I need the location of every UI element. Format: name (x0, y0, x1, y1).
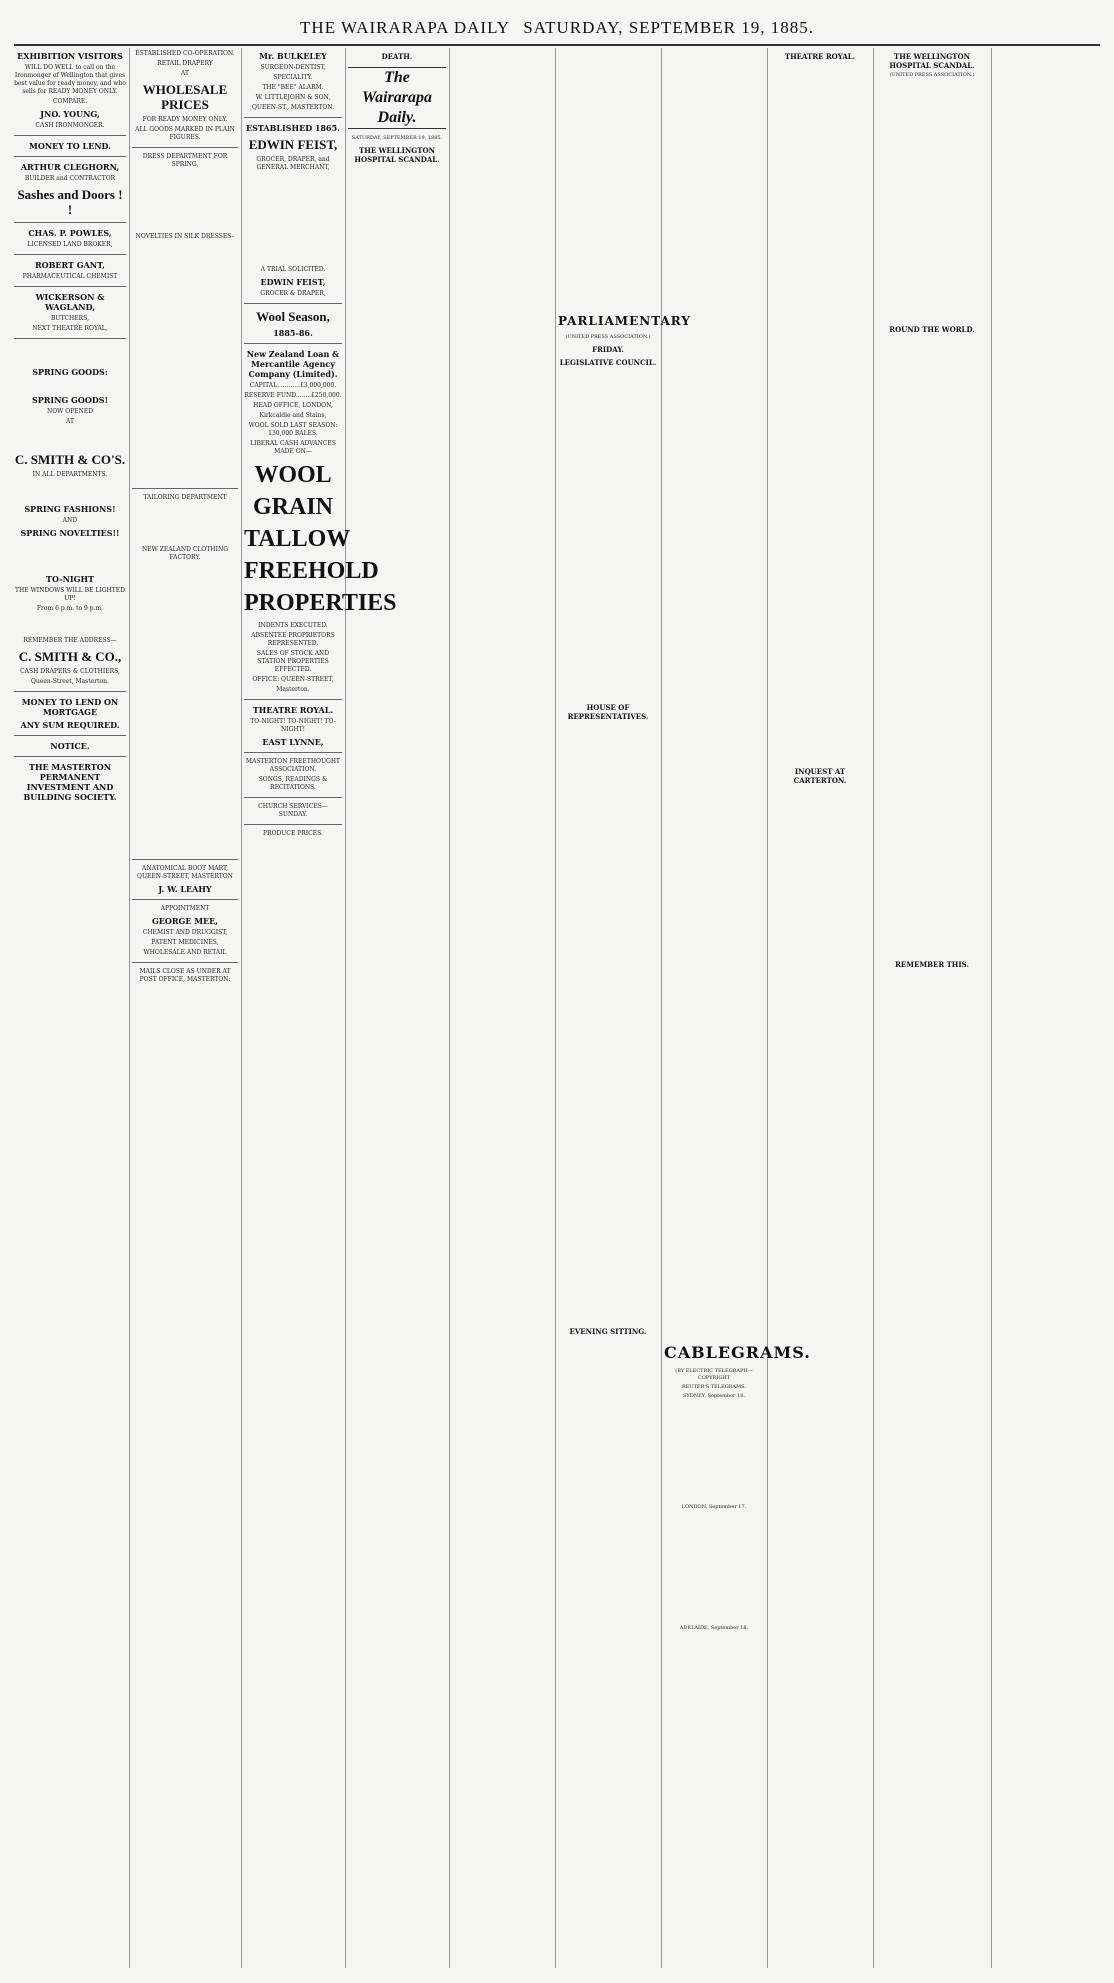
spacer (14, 481, 126, 501)
ad-heading: C. SMITH & CO'S. (14, 452, 126, 467)
spacer (14, 344, 126, 364)
ad-text: BUTCHERS, (51, 315, 89, 322)
spacer (244, 174, 342, 264)
section-heading: EVENING SITTING. (569, 1327, 647, 1336)
divider (244, 343, 342, 344)
spacer (994, 48, 1102, 68)
divider (14, 156, 126, 157)
ad-text: APPOINTMENT (160, 905, 210, 912)
ad-heading: WOOL (254, 462, 332, 488)
ad-text: FOR READY MONEY ONLY. (142, 116, 228, 123)
ad-text: BUILDER and CONTRACTOR (24, 175, 116, 182)
ad-heading: Sashes and Doors ! ! (17, 187, 123, 217)
section-subheading: (UNITED PRESS ASSOCIATION.) (565, 334, 651, 340)
ad-text: THE WINDOWS WILL BE LIGHTED UP! (15, 587, 125, 602)
spacer (132, 564, 238, 854)
ad-heading: ROBERT GANT, (35, 260, 105, 270)
ad-text: OFFICE: QUEEN-STREET, (252, 676, 334, 683)
ad-text: GROCER & DRAPER, (260, 290, 326, 297)
ad-text: PATENT MEDICINES, (151, 939, 219, 946)
ad-text: CHEMIST AND DRUGGIST, (142, 929, 228, 936)
ad-text: CASH DRAPERS & CLOTHIERS, (20, 668, 120, 675)
ad-text: PHARMACEUTICAL CHEMIST (22, 273, 118, 280)
divider (14, 756, 126, 757)
ad-heading: SPRING FASHIONS! (24, 504, 116, 514)
section-subheading: (BY ELECTRIC TELEGRAPH—COPYRIGHT (675, 1368, 753, 1381)
ad-text: MAILS CLOSE AS UNDER AT POST OFFICE, MASTERTON: (139, 968, 231, 983)
ad-text: DRESS DEPARTMENT FOR SPRING, (142, 153, 228, 168)
ad-text: ESTABLISHED CO-OPERATION. (135, 50, 235, 57)
ad-heading: EXHIBITION VISITORS (17, 51, 123, 61)
column-6 (558, 48, 691, 1968)
ad-text: SONGS, READINGS & RECITATIONS. (258, 776, 328, 791)
ad-heading: MONEY TO LEND. (29, 141, 111, 151)
ad-heading: THE MASTERTON PERMANENT INVESTMENT AND BUILDING SOCIETY. (23, 762, 117, 802)
ad-text: AT (180, 70, 189, 77)
ad-heading: WICKERSON & WAGLAND, (35, 292, 105, 312)
ad-heading: EAST LYNNE, (262, 737, 324, 747)
masthead (0, 18, 1114, 44)
divider (244, 699, 342, 700)
ad-heading: FREEHOLD (244, 558, 379, 584)
ad-text: ALL GOODS MARKED IN PLAIN FIGURES. (135, 126, 235, 141)
ad-text: QUEEN-ST., MASTERTON. (251, 104, 335, 111)
ad-text: IN ALL DEPARTMENTS. (32, 471, 108, 478)
ad-text: TO-NIGHT! TO-NIGHT! TO-NIGHT! (250, 718, 336, 733)
section-heading: LEGISLATIVE COUNCIL. (559, 358, 657, 367)
spacer (876, 336, 988, 956)
ad-text: SALES OF STOCK AND STATION PROPERTIES EFFECTED. (256, 650, 330, 673)
divider (132, 899, 238, 900)
ad-text: THE "BEE" ALARM. (262, 84, 324, 91)
ad-text: Masterton. (276, 686, 310, 693)
ad-heading: MONEY TO LEND ON MORTGAGE (21, 697, 119, 717)
column-10 (994, 48, 1102, 1968)
ad-text: NOW OPENED (46, 408, 94, 415)
divider (132, 962, 238, 963)
spacer (132, 243, 238, 483)
ad-heading: New Zealand Loan & Mercantile Agency Company (Limited). (246, 349, 340, 379)
dateline: SYDNEY, September 18. (683, 1393, 745, 1399)
spacer (132, 504, 238, 544)
ad-text: CAPITAL............£3,000,000. (249, 382, 337, 389)
divider (14, 254, 126, 255)
ad-text: From 6 p.m. to 9 p.m. (36, 605, 104, 612)
section-heading: PARLIAMENTARY (558, 314, 691, 328)
column-2 (132, 48, 238, 1968)
ad-text: HEAD OFFICE, LONDON, (253, 402, 333, 409)
section-heading: THEATRE ROYAL. (784, 52, 856, 61)
ad-text: WHOLESALE AND RETAIL (143, 949, 227, 956)
ad-text: NEW ZEALAND CLOTHING FACTORY. (141, 546, 228, 561)
column-rule (241, 48, 242, 1968)
divider (244, 797, 342, 798)
masthead-rule (14, 44, 1100, 46)
ad-heading: Wool Season, (256, 309, 330, 324)
ad-text: AND (62, 517, 78, 524)
ad-text: ANATOMICAL BOOT MART, QUEEN-STREET, MASTERTON (137, 865, 233, 880)
ad-text: Kirkcaldie and Stains, (259, 412, 327, 419)
column-rule (991, 48, 992, 1968)
ad-text: REMEMBER THE ADDRESS— (23, 637, 117, 644)
column-9 (876, 48, 988, 1968)
spacer (558, 369, 658, 699)
spacer (14, 428, 126, 448)
ad-text: A TRIAL SOLICITED. (260, 266, 326, 273)
ad-text: ABSENTEE PROPRIETORS REPRESENTED. (251, 632, 335, 647)
column-rule (345, 48, 346, 1968)
ad-heading: WHOLESALE PRICES (142, 82, 228, 112)
divider (14, 691, 126, 692)
ad-text: W. LITTLEJOHN & SON, (255, 94, 331, 101)
ad-text: LIBERAL CASH ADVANCES MADE ON— (250, 440, 336, 455)
column-8 (770, 48, 870, 1968)
column-rule (129, 48, 130, 1968)
ad-heading: J. W. LEAHY (158, 884, 212, 894)
ad-text: SURGEON-DENTIST, (260, 64, 326, 71)
column-rule (555, 48, 556, 1968)
ad-text: TAILORING DEPARTMENT (143, 494, 227, 501)
nameplate: The Wairarapa Daily. (348, 67, 446, 129)
divider (132, 859, 238, 860)
dateline: ADELAIDE, September 18. (679, 1625, 749, 1631)
ad-heading: JNO. YOUNG, (40, 109, 100, 119)
ad-heading: Mr. BULKELEY (259, 51, 327, 61)
ad-text: AT (65, 418, 74, 425)
spacer (14, 541, 126, 571)
ad-heading: SPRING GOODS! (31, 395, 109, 405)
article-heading: THE WELLINGTON HOSPITAL SCANDAL. (354, 146, 440, 164)
divider (244, 824, 342, 825)
column-rule (661, 48, 662, 1968)
divider (14, 735, 126, 736)
ad-heading: EDWIN FEIST, (260, 277, 326, 287)
ad-heading: PROPERTIES (244, 590, 397, 616)
section-heading: INQUEST AT CARTERTON. (793, 767, 847, 785)
column-rule (873, 48, 874, 1968)
divider (14, 286, 126, 287)
ad-text: INDENTS EXECUTED. (258, 622, 328, 629)
ad-text: RETAIL DRAPERY (157, 60, 213, 67)
edition-date: SATURDAY, SEPTEMBER 19, 1885. (351, 135, 443, 141)
ad-heading: TO-NIGHT (46, 574, 94, 584)
dateline: LONDON, September 17. (681, 1504, 747, 1510)
ad-heading: CHAS. P. POWLES, (28, 228, 112, 238)
ad-heading: GEORGE MEE, (151, 916, 219, 926)
column-rule (449, 48, 450, 1968)
spacer (132, 171, 238, 231)
ad-text: NEXT THEATRE ROYAL, (32, 325, 108, 332)
column-7 (664, 48, 811, 1968)
ad-text: CASH IRONMONGER. (35, 122, 105, 129)
paper-date: SATURDAY, SEPTEMBER 19, 1885. (523, 18, 814, 37)
ad-heading: NOTICE. (50, 741, 90, 751)
divider (244, 117, 342, 118)
spacer (558, 48, 658, 308)
ad-text: LICENSED LAND BROKER, (27, 241, 113, 248)
ad-heading: ESTABLISHED 1865. (246, 123, 340, 133)
spacer (876, 81, 988, 321)
divider (14, 338, 126, 339)
column-5 (452, 48, 552, 1968)
ad-heading: EDWIN FEIST, (248, 137, 338, 152)
section-subheading: REUTER'S TELEGRAMS. (681, 1384, 747, 1390)
spacer (452, 48, 552, 528)
spacer (14, 615, 126, 635)
ad-text: GROCER, DRAPER, and GENERAL MERCHANT, (256, 156, 330, 171)
ad-heading: TALLOW (244, 526, 351, 552)
ad-heading: ARTHUR CLEGHORN, (20, 162, 120, 172)
section-heading: DEATH. (381, 52, 413, 61)
ad-text: WILL DO WELL to call on the Ironmonger of Wellington that gives best value for ready money, and who sells for READY MONEY ONLY. (14, 64, 126, 95)
ad-heading: SPRING GOODS: (32, 367, 108, 377)
divider (244, 752, 342, 753)
divider (14, 135, 126, 136)
ad-text: PRODUCE PRICES. (263, 830, 323, 837)
section-subheading: (UNITED PRESS ASSOCIATION.) (889, 72, 975, 78)
spacer (664, 1402, 764, 1502)
ad-heading: 1885-86. (273, 328, 313, 338)
ad-text: SPECIALITY. (273, 74, 313, 81)
ad-heading: SPRING NOVELTIES!! (20, 528, 120, 538)
divider (14, 222, 126, 223)
spacer (664, 48, 764, 1338)
divider (244, 303, 342, 304)
divider (132, 147, 238, 148)
ad-heading: C. SMITH & CO., (18, 649, 122, 664)
ad-text: MASTERTON FREETHOUGHT ASSOCIATION. (245, 758, 341, 773)
section-heading: THE WELLINGTON HOSPITAL SCANDAL. (889, 52, 975, 70)
ad-heading: THEATRE ROYAL. (252, 705, 334, 715)
ad-text: WOOL SOLD LAST SEASON: 130,000 BALES. (248, 422, 338, 437)
spacer (14, 380, 126, 392)
section-heading: CABLEGRAMS. (664, 1343, 811, 1362)
ad-text: RESERVE FUND........£250,000. (244, 392, 342, 399)
section-heading: REMEMBER THIS. (895, 960, 969, 969)
ad-text: COMPARE. (52, 98, 88, 105)
spacer (558, 723, 658, 1323)
divider (132, 488, 238, 489)
paper-title: THE WAIRARAPA DAILY (300, 18, 511, 37)
ad-text: CHURCH SERVICES—SUNDAY. (258, 803, 328, 818)
column-1 (14, 48, 126, 1968)
spacer (770, 63, 870, 763)
column-4 (348, 48, 446, 1968)
column-rule (767, 48, 768, 1968)
section-heading: FRIDAY. (592, 345, 624, 354)
ad-heading: ANY SUM REQUIRED. (20, 720, 120, 730)
ad-text: NOVELTIES IN SILK DRESSES– (135, 233, 235, 240)
section-heading: ROUND THE WORLD. (889, 325, 975, 334)
ad-text: Queen-Street, Masterton. (31, 678, 109, 685)
section-heading: HOUSE OF REPRESENTATIVES. (567, 703, 649, 721)
spacer (664, 1513, 764, 1623)
ad-heading: GRAIN (252, 494, 333, 520)
